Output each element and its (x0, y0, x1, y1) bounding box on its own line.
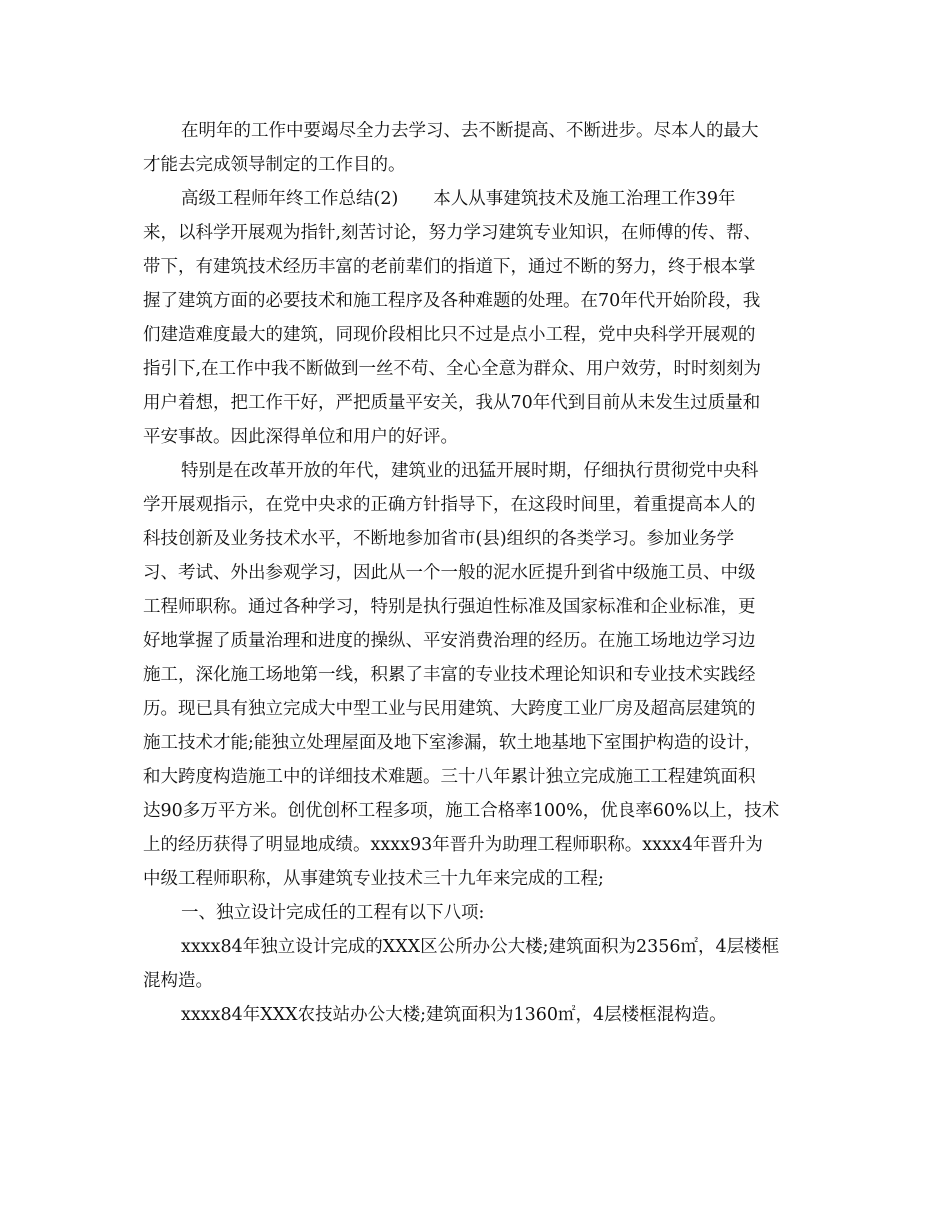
text-line: 们建造难度最大的建筑，同现价段相比只不过是点小工程，党中央科学开展观的 (143, 325, 756, 345)
text-line: 科技创新及业务技术水平，不断地参加省市(县)组织的各类学习。参加业务学 (143, 529, 735, 549)
text-line: 指引下,在工作中我不断做到一丝不苟、全心全意为群众、用户效劳，时时刻刻为 (143, 359, 762, 379)
body-text (143, 114, 808, 1032)
text-line: xxxx84年独立设计完成的XXX区公所办公大楼;建筑面积为2356㎡，4层楼框 (181, 937, 780, 957)
text-line: 带下，有建筑技术经历丰富的老前辈们的指道下，通过不断的努力，终于根本掌 (143, 257, 756, 277)
text-line: 好地掌握了质量治理和进度的操纵、平安消费治理的经历。在施工场地边学习边 (143, 631, 756, 651)
text-line: 学开展观指示，在党中央求的正确方针指导下，在这段时间里，着重提高本人的 (143, 495, 756, 515)
section-heading-line: 高级工程师年终工作总结(2) 本人从事建筑技术及施工治理工作39年 (181, 189, 736, 209)
text-line: 平安事故。因此深得单位和用户的好评。 (143, 427, 458, 447)
text-line: 上的经历获得了明显地成绩。xxxx93年晋升为助理工程师职称。xxxx4年晋升为 (143, 835, 763, 855)
text-line: 才能去完成领导制定的工作目的。 (143, 155, 406, 175)
text-line: 施工，深化施工场地第一线，积累了丰富的专业技术理论知识和专业技术实践经 (143, 665, 756, 685)
text-line: xxxx84年XXX农技站办公大楼;建筑面积为1360㎡，4层楼框混构造。 (181, 1005, 727, 1025)
text-line: 在明年的工作中要竭尽全力去学习、去不断提高、不断进步。尽本人的最大 (181, 121, 759, 141)
text-line: 用户着想，把工作干好，严把质量平安关，我从70年代到目前从未发生过质量和 (143, 393, 761, 413)
text-line: 握了建筑方面的必要技术和施工程序及各种难题的处理。在70年代开始阶段，我 (143, 291, 761, 311)
text-line: 混构造。 (143, 971, 213, 991)
text-line: 历。现已具有独立完成大中型工业与民用建筑、大跨度工业厂房及超高层建筑的 (143, 699, 756, 719)
list-heading-line: 一、独立设计完成任的工程有以下八项: (181, 903, 485, 923)
text-line: 施工技术才能;能独立处理屋面及地下室渗漏，软土地基地下室围护构造的设计， (143, 733, 762, 753)
text-line: 习、考试、外出参观学习，因此从一个一般的泥水匠提升到省中级施工员、中级 (143, 563, 756, 583)
text-line: 特别是在改革开放的年代，建筑业的迅猛开展时期，仔细执行贯彻党中央科 (181, 461, 759, 481)
text-line: 工程师职称。通过各种学习，特别是执行强迫性标准及国家标准和企业标准，更 (143, 597, 756, 617)
text-line: 达90多万平方米。创优创杯工程多项，施工合格率100%，优良率60%以上，技术 (143, 801, 780, 821)
text-line: 来，以科学开展观为指针,刻苦讨论，努力学习建筑专业知识，在师傅的传、帮、 (143, 223, 762, 243)
text-line: 和大跨度构造施工中的详细技术难题。三十八年累计独立完成施工工程建筑面积 (143, 767, 756, 787)
text-line: 中级工程师职称，从事建筑专业技术三十九年来完成的工程; (143, 869, 604, 889)
